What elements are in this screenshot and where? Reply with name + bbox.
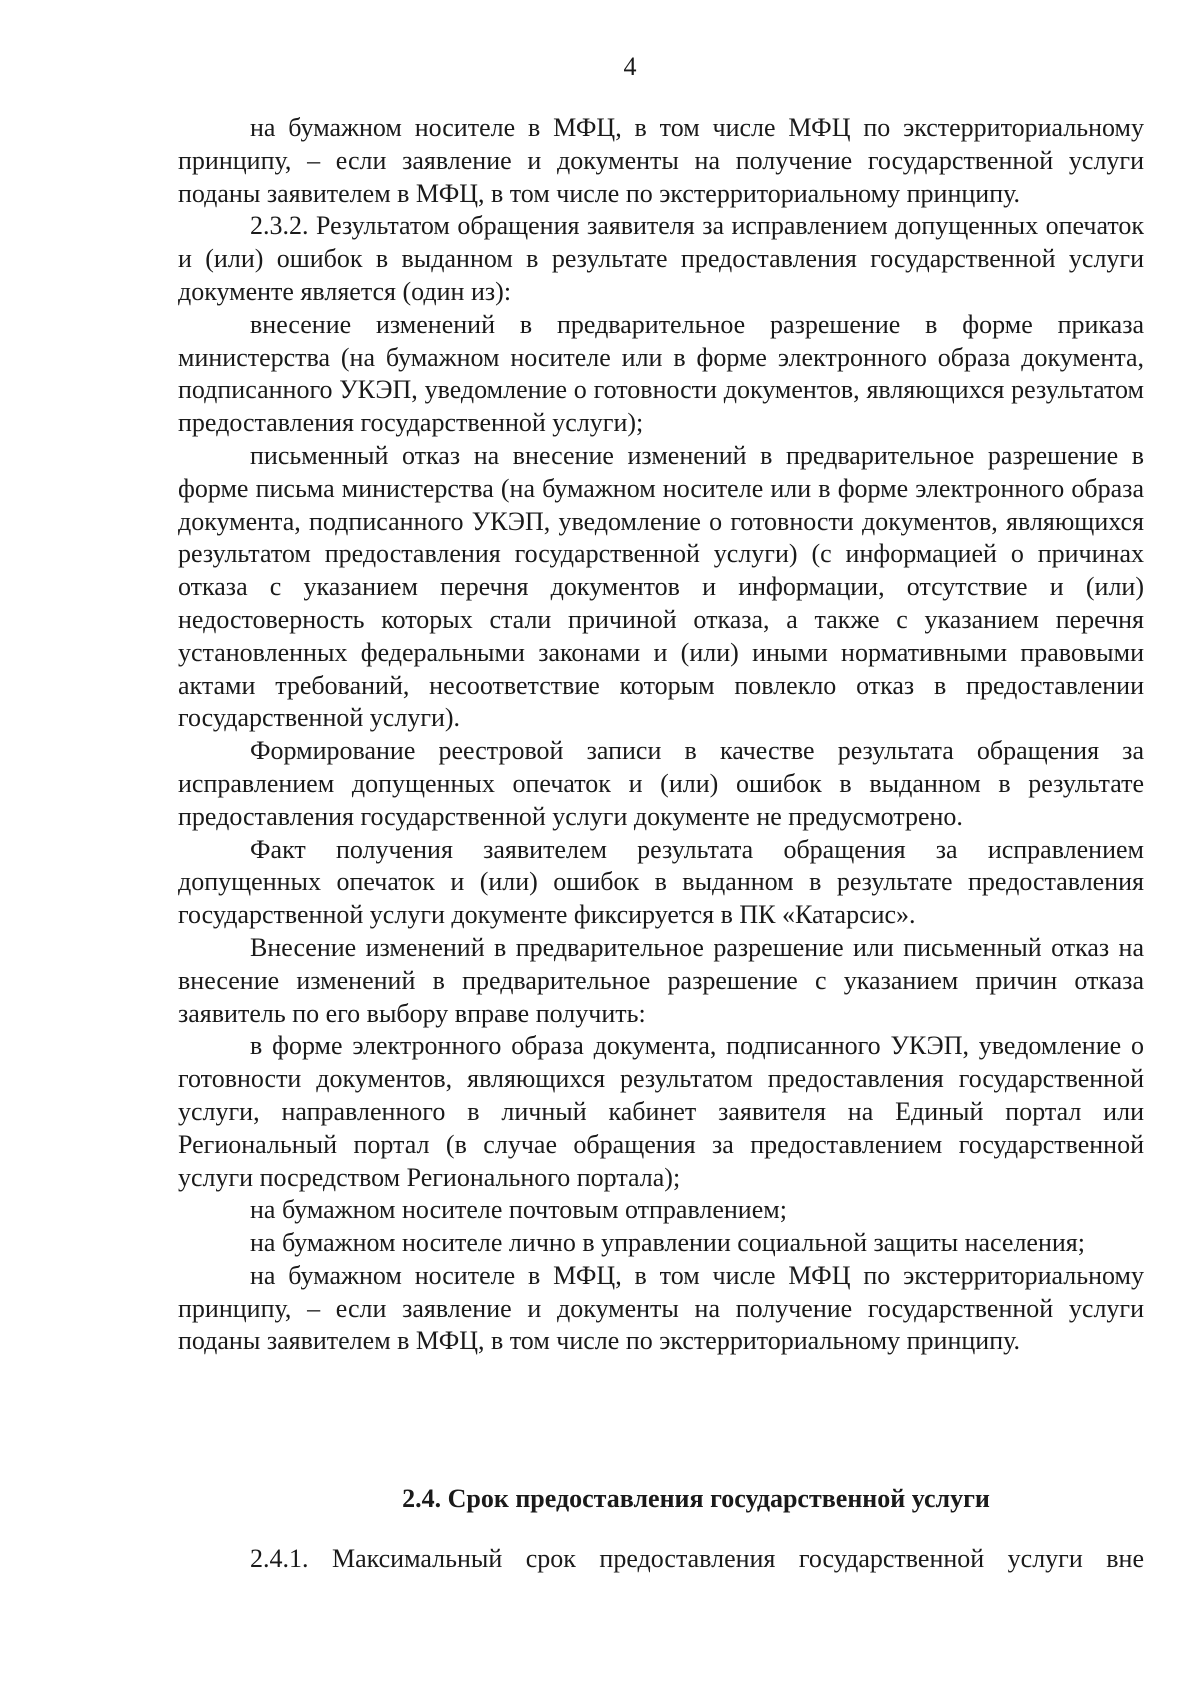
page-number: 4 <box>623 52 637 81</box>
paragraph-written-refusal: письменный отказ на внесение изменений в предварительное разрешение в форме письма министерства (на бумажном носителе или в форме электронного образа документа, подписанного УКЭП, уведомление о готовности документов, являющихся результатом предоставления государственной услуги) (с информацией о причинах отказа с указанием перечня документов и информации, отсутствие и (или) недостоверность которых стали причиной отказа, а также с указанием перечня установленных федеральными законами и (или) иными нормативными правовыми актами требований, несоответствие которым повлекло отказ в предоставлении государственной услуги). <box>178 440 1144 733</box>
paragraph-mfc-delivery: на бумажном носителе в МФЦ, в том числе МФЦ по экстерриториальному принципу, – если заявление и документы на получение государственной услуги поданы заявителем в МФЦ, в том числе по экстерриториальному принципу. <box>178 113 1144 208</box>
paragraph-2-3-2: 2.3.2. Результатом обращения заявителя за исправлением допущенных опечаток и (или) ошибок в выданном в результате предоставления государственной услуги документе является (один из): <box>178 211 1144 306</box>
paragraph-registry-record: Формирование реестровой записи в качестве результата обращения за исправлением допущенных опечаток и (или) ошибок в выданном в результате предоставления государственной услуги документе не предусмотрено. <box>178 736 1144 831</box>
paragraph-mfc-delivery-2: на бумажном носителе в МФЦ, в том числе МФЦ по экстерриториальному принципу, – если заявление и документы на получение государственной услуги поданы заявителем в МФЦ, в том числе по экстерриториальному принципу. <box>178 1260 1144 1356</box>
paragraph-2-4-1: 2.4.1. Максимальный срок предоставления государственной услуги вне <box>250 1544 1144 1573</box>
paragraph-receipt-options: Внесение изменений в предварительное разрешение или письменный отказ на внесение изменений в предварительное разрешение с указанием причин отказа заявитель по его выбору вправе получить: <box>178 932 1144 1028</box>
paragraph-amendment-order: внесение изменений в предварительное разрешение в форме приказа министерства (на бумажном носителе или в форме электронного образа документа, подписанного УКЭП, уведомление о готовности документов, являющихся результатом предоставления государственной услуги); <box>178 309 1144 438</box>
paragraph-in-person: на бумажном носителе лично в управлении социальной защиты населения; <box>250 1228 1085 1258</box>
paragraph-electronic-form: в форме электронного образа документа, подписанного УКЭП, уведомление о готовности документов, являющихся результатом предоставления государственной услуги, направленного в личный кабинет заявителя на Единый портал или Региональный портал (в случае обращения за предоставлением государственной услуги посредством Регионального портала); <box>178 1031 1144 1192</box>
paragraph-katarsis-record: Факт получения заявителем результата обращения за исправлением допущенных опечаток и (или) ошибок в выданном в результате предоставления государственной услуги документе фиксируется в ПК «Катарсис». <box>178 834 1144 930</box>
document-body <box>178 112 1144 1358</box>
section-heading-2-4: 2.4. Срок предоставления государственной услуги <box>402 1484 990 1513</box>
paragraph-postal: на бумажном носителе почтовым отправлением; <box>250 1195 787 1225</box>
